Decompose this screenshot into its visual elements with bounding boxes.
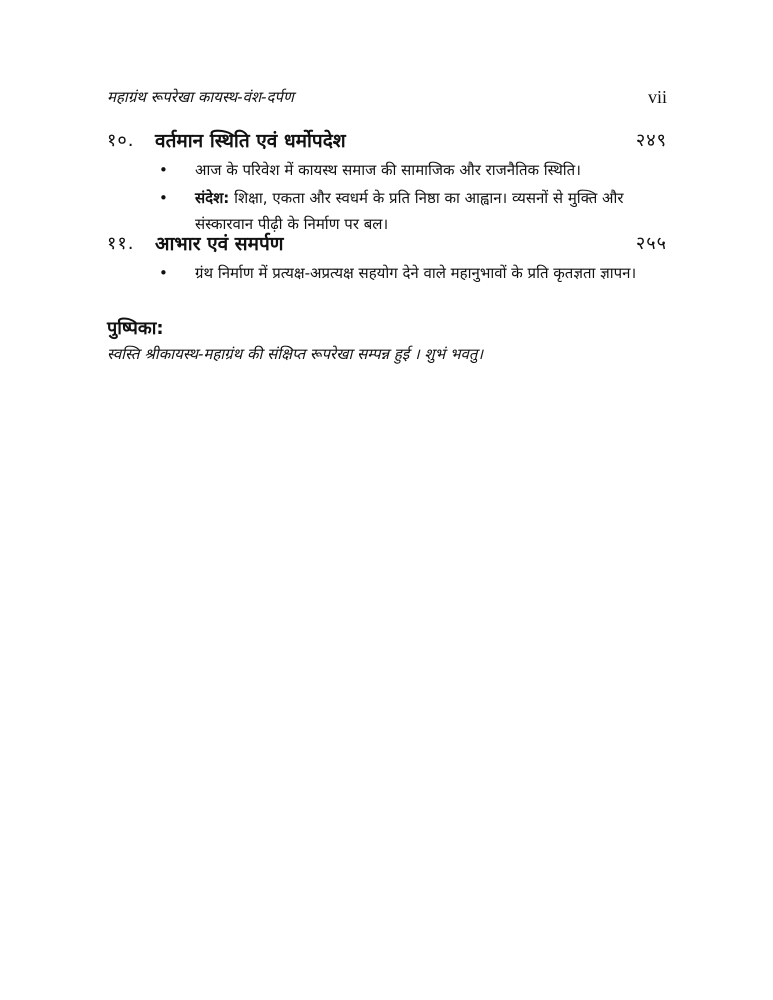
- pushpika-section: [107, 316, 667, 366]
- bullet-text: शिक्षा, एकता और स्वधर्म के प्रति निष्ठा का आह्वान। व्यसनों से मुक्ति और संस्कारवान पीढ़ी के निर्माण पर बल।: [195, 189, 624, 233]
- bullet-icon: •: [159, 161, 168, 179]
- bullet-label: संदेश:: [195, 189, 230, 207]
- bullet-text: ग्रंथ निर्माण में प्रत्यक्ष-अप्रत्यक्ष सहयोग देने वाले महानुभावों के प्रति कृतज्ञता ज्ञापन।: [195, 264, 637, 282]
- running-header: [107, 86, 667, 108]
- bullet-list: [107, 260, 667, 286]
- section-heading: [107, 127, 667, 155]
- section-title: आभार एवं समर्पण: [155, 233, 284, 255]
- section-title: वर्तमान स्थिति एवं धर्मोपदेश: [155, 130, 346, 152]
- section-number: १०.: [107, 130, 135, 151]
- section-page-number: २५५: [635, 233, 667, 254]
- section-number: ११.: [107, 233, 135, 254]
- pushpika-heading: पुष्पिका:: [107, 318, 164, 339]
- bullet-text: आज के परिवेश में कायस्थ समाज की सामाजिक और राजनैतिक स्थिति।: [195, 161, 581, 179]
- page-number: vii: [647, 87, 667, 107]
- section-11: [107, 230, 667, 286]
- bullet-list: [107, 157, 667, 237]
- section-heading: [107, 230, 667, 258]
- bullet-item: [107, 260, 667, 286]
- pushpika-text: स्वस्ति श्रीकायस्थ-महाग्रंथ की संक्षिप्त रूपरेखा सम्पन्न हुई । शुभं भवतु।: [107, 345, 484, 363]
- running-title: महाग्रंथ रूपरेखा कायस्थ-वंश-दर्पण: [107, 88, 294, 106]
- bullet-icon: •: [159, 264, 168, 282]
- section-page-number: २४९: [635, 130, 667, 151]
- section-10: [107, 127, 667, 237]
- bullet-icon: •: [159, 189, 168, 207]
- bullet-item: [107, 157, 667, 183]
